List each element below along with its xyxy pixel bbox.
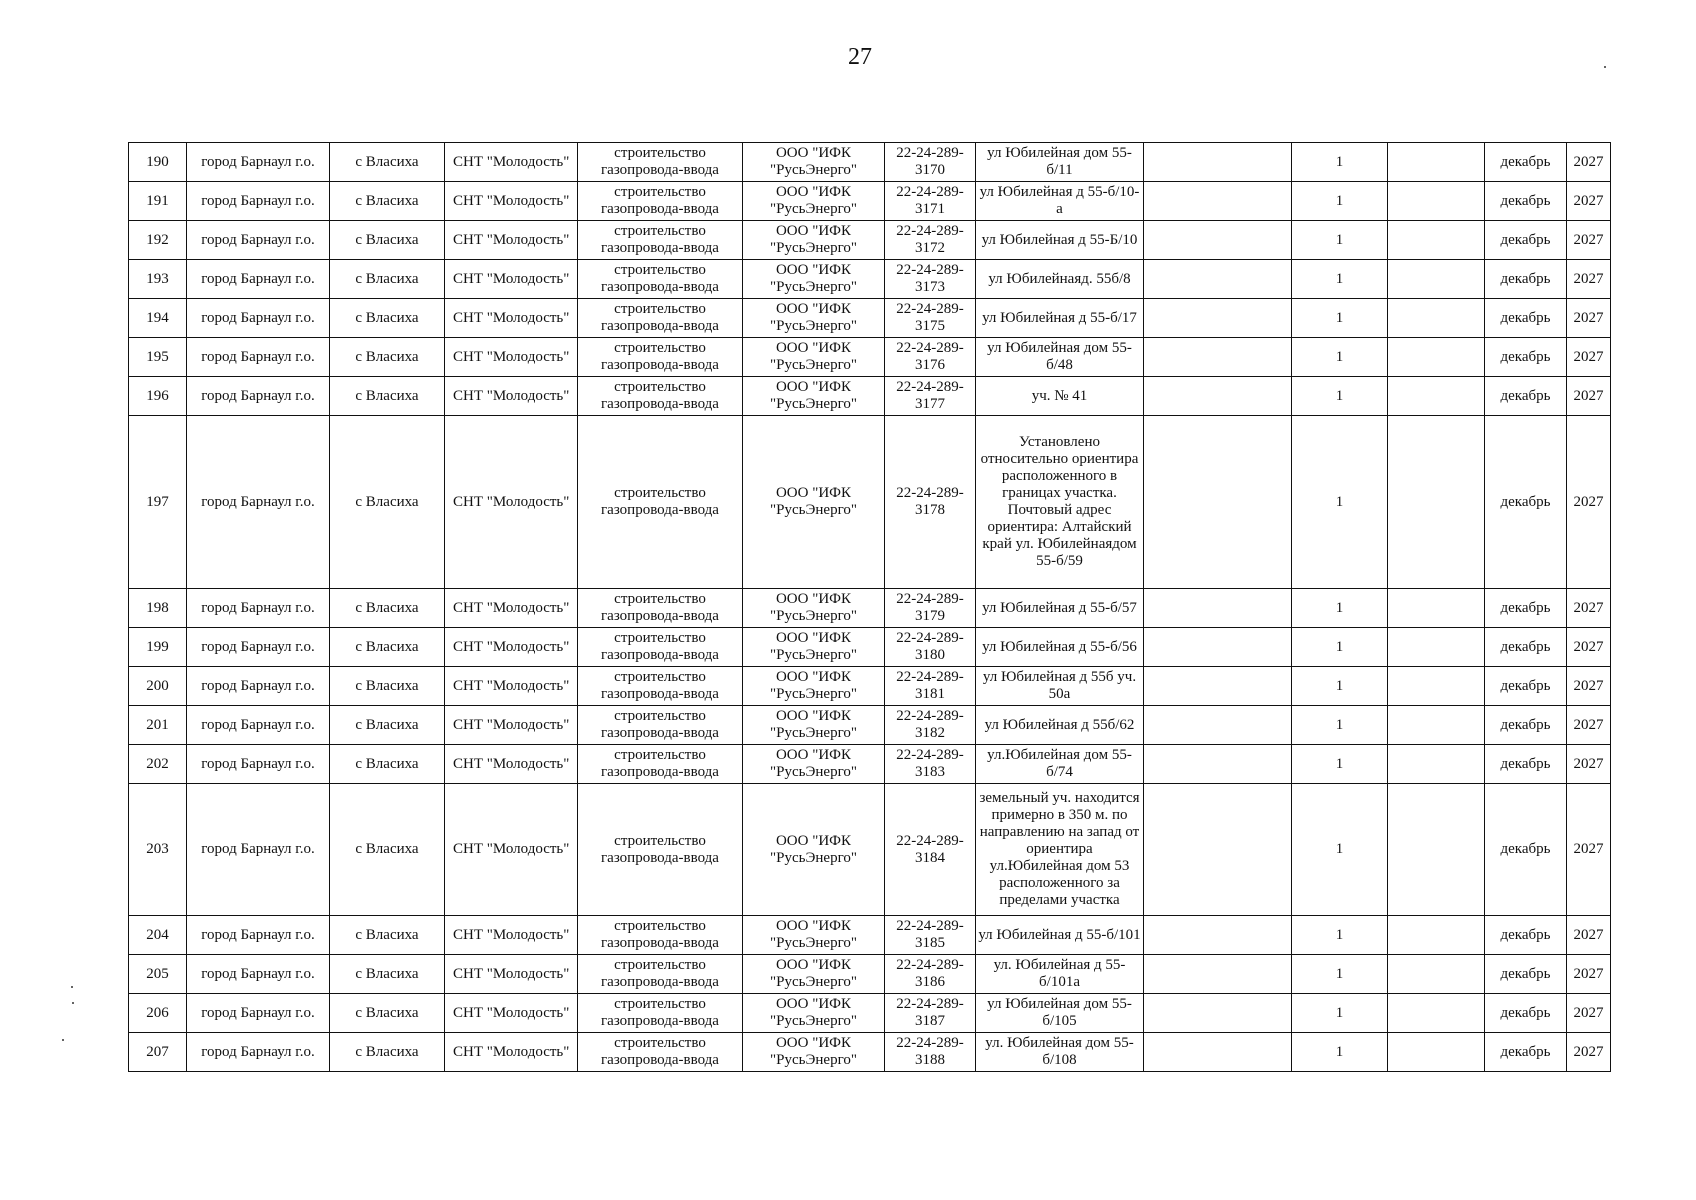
snt-cell: СНТ "Молодость" (445, 706, 578, 745)
locality-cell: город Барнаул г.о. (187, 143, 330, 182)
empty-cell (1388, 916, 1485, 955)
snt-cell: СНТ "Молодость" (445, 955, 578, 994)
work-type-cell: строительство газопровода-ввода (578, 182, 743, 221)
work-type-cell: строительство газопровода-ввода (578, 667, 743, 706)
village-cell: с Власиха (330, 667, 445, 706)
page-number: 27 (848, 44, 872, 70)
count-cell: 1 (1292, 745, 1388, 784)
contract-number-cell: 22-24-289-3171 (885, 182, 976, 221)
month-cell: декабрь (1485, 916, 1567, 955)
work-type-cell: строительство газопровода-ввода (578, 706, 743, 745)
snt-cell: СНТ "Молодость" (445, 628, 578, 667)
organization-cell: ООО "ИФК "РусьЭнерго" (743, 628, 885, 667)
snt-cell: СНТ "Молодость" (445, 745, 578, 784)
year-cell: 2027 (1567, 916, 1611, 955)
snt-cell: СНТ "Молодость" (445, 338, 578, 377)
month-cell: декабрь (1485, 416, 1567, 589)
empty-cell (1144, 416, 1292, 589)
organization-cell: ООО "ИФК "РусьЭнерго" (743, 589, 885, 628)
count-cell: 1 (1292, 667, 1388, 706)
snt-cell: СНТ "Молодость" (445, 916, 578, 955)
contract-number-cell: 22-24-289-3179 (885, 589, 976, 628)
organization-cell: ООО "ИФК "РусьЭнерго" (743, 260, 885, 299)
month-cell: декабрь (1485, 706, 1567, 745)
organization-cell: ООО "ИФК "РусьЭнерго" (743, 784, 885, 916)
empty-cell (1144, 589, 1292, 628)
empty-cell (1144, 916, 1292, 955)
table-row (129, 916, 1611, 955)
empty-cell (1388, 628, 1485, 667)
table-body (129, 143, 1611, 1072)
count-cell: 1 (1292, 182, 1388, 221)
snt-cell: СНТ "Молодость" (445, 1033, 578, 1072)
empty-cell (1144, 1033, 1292, 1072)
work-type-cell: строительство газопровода-ввода (578, 221, 743, 260)
contract-number-cell: 22-24-289-3176 (885, 338, 976, 377)
organization-cell: ООО "ИФК "РусьЭнерго" (743, 706, 885, 745)
year-cell: 2027 (1567, 745, 1611, 784)
village-cell: с Власиха (330, 589, 445, 628)
row-number-cell: 204 (129, 916, 187, 955)
village-cell: с Власиха (330, 416, 445, 589)
contract-number-cell: 22-24-289-3170 (885, 143, 976, 182)
count-cell: 1 (1292, 784, 1388, 916)
locality-cell: город Барнаул г.о. (187, 706, 330, 745)
count-cell: 1 (1292, 299, 1388, 338)
organization-cell: ООО "ИФК "РусьЭнерго" (743, 994, 885, 1033)
snt-cell: СНТ "Молодость" (445, 143, 578, 182)
contract-number-cell: 22-24-289-3178 (885, 416, 976, 589)
empty-cell (1388, 589, 1485, 628)
locality-cell: город Барнаул г.о. (187, 916, 330, 955)
work-type-cell: строительство газопровода-ввода (578, 784, 743, 916)
row-number-cell: 201 (129, 706, 187, 745)
locality-cell: город Барнаул г.о. (187, 589, 330, 628)
empty-cell (1388, 667, 1485, 706)
snt-cell: СНТ "Молодость" (445, 589, 578, 628)
contract-number-cell: 22-24-289-3173 (885, 260, 976, 299)
village-cell: с Власиха (330, 377, 445, 416)
village-cell: с Власиха (330, 221, 445, 260)
address-cell: ул Юбилейная д 55б уч. 50а (976, 667, 1144, 706)
work-type-cell: строительство газопровода-ввода (578, 589, 743, 628)
count-cell: 1 (1292, 628, 1388, 667)
snt-cell: СНТ "Молодость" (445, 221, 578, 260)
village-cell: с Власиха (330, 299, 445, 338)
empty-cell (1144, 299, 1292, 338)
year-cell: 2027 (1567, 299, 1611, 338)
empty-cell (1388, 955, 1485, 994)
organization-cell: ООО "ИФК "РусьЭнерго" (743, 745, 885, 784)
organization-cell: ООО "ИФК "РусьЭнерго" (743, 182, 885, 221)
month-cell: декабрь (1485, 589, 1567, 628)
row-number-cell: 203 (129, 784, 187, 916)
count-cell: 1 (1292, 416, 1388, 589)
work-type-cell: строительство газопровода-ввода (578, 260, 743, 299)
count-cell: 1 (1292, 955, 1388, 994)
table-row (129, 416, 1611, 589)
village-cell: с Власиха (330, 628, 445, 667)
organization-cell: ООО "ИФК "РусьЭнерго" (743, 338, 885, 377)
month-cell: декабрь (1485, 338, 1567, 377)
contract-number-cell: 22-24-289-3172 (885, 221, 976, 260)
address-cell: ул Юбилейная д 55-б/101 (976, 916, 1144, 955)
row-number-cell: 192 (129, 221, 187, 260)
year-cell: 2027 (1567, 589, 1611, 628)
work-type-cell: строительство газопровода-ввода (578, 1033, 743, 1072)
empty-cell (1388, 416, 1485, 589)
address-cell: уч. № 41 (976, 377, 1144, 416)
village-cell: с Власиха (330, 916, 445, 955)
contract-number-cell: 22-24-289-3177 (885, 377, 976, 416)
month-cell: декабрь (1485, 260, 1567, 299)
locality-cell: город Барнаул г.о. (187, 1033, 330, 1072)
empty-cell (1144, 955, 1292, 994)
count-cell: 1 (1292, 1033, 1388, 1072)
organization-cell: ООО "ИФК "РусьЭнерго" (743, 916, 885, 955)
address-cell: ул Юбилейная д 55-б/17 (976, 299, 1144, 338)
work-type-cell: строительство газопровода-ввода (578, 745, 743, 784)
locality-cell: город Барнаул г.о. (187, 416, 330, 589)
empty-cell (1388, 706, 1485, 745)
work-type-cell: строительство газопровода-ввода (578, 377, 743, 416)
contract-number-cell: 22-24-289-3187 (885, 994, 976, 1033)
count-cell: 1 (1292, 143, 1388, 182)
work-type-cell: строительство газопровода-ввода (578, 338, 743, 377)
locality-cell: город Барнаул г.о. (187, 221, 330, 260)
village-cell: с Власиха (330, 260, 445, 299)
year-cell: 2027 (1567, 338, 1611, 377)
empty-cell (1144, 745, 1292, 784)
month-cell: декабрь (1485, 994, 1567, 1033)
row-number-cell: 195 (129, 338, 187, 377)
contract-number-cell: 22-24-289-3183 (885, 745, 976, 784)
count-cell: 1 (1292, 338, 1388, 377)
empty-cell (1144, 221, 1292, 260)
table-row (129, 745, 1611, 784)
snt-cell: СНТ "Молодость" (445, 377, 578, 416)
count-cell: 1 (1292, 221, 1388, 260)
address-cell: ул Юбилейная дом 55-б/105 (976, 994, 1144, 1033)
address-cell: Установлено относительно ориентира расположенного в границах участка. Почтовый адрес ориентира: Алтайский край ул. Юбилейнаядом 55-б/59 (976, 416, 1144, 589)
empty-cell (1388, 143, 1485, 182)
snt-cell: СНТ "Молодость" (445, 416, 578, 589)
year-cell: 2027 (1567, 994, 1611, 1033)
address-cell: ул Юбилейная дом 55-б/11 (976, 143, 1144, 182)
row-number-cell: 200 (129, 667, 187, 706)
table-row (129, 143, 1611, 182)
empty-cell (1144, 667, 1292, 706)
address-cell: ул.Юбилейная дом 55-б/74 (976, 745, 1144, 784)
work-type-cell: строительство газопровода-ввода (578, 916, 743, 955)
contract-number-cell: 22-24-289-3182 (885, 706, 976, 745)
organization-cell: ООО "ИФК "РусьЭнерго" (743, 667, 885, 706)
count-cell: 1 (1292, 260, 1388, 299)
village-cell: с Власиха (330, 1033, 445, 1072)
locality-cell: город Барнаул г.о. (187, 994, 330, 1033)
table-row (129, 338, 1611, 377)
snt-cell: СНТ "Молодость" (445, 784, 578, 916)
month-cell: декабрь (1485, 745, 1567, 784)
village-cell: с Власиха (330, 338, 445, 377)
organization-cell: ООО "ИФК "РусьЭнерго" (743, 377, 885, 416)
table-row (129, 706, 1611, 745)
table-row (129, 260, 1611, 299)
snt-cell: СНТ "Молодость" (445, 299, 578, 338)
empty-cell (1144, 628, 1292, 667)
table-row (129, 589, 1611, 628)
table-row (129, 994, 1611, 1033)
village-cell: с Власиха (330, 143, 445, 182)
contract-number-cell: 22-24-289-3185 (885, 916, 976, 955)
locality-cell: город Барнаул г.о. (187, 628, 330, 667)
year-cell: 2027 (1567, 628, 1611, 667)
locality-cell: город Барнаул г.о. (187, 784, 330, 916)
month-cell: декабрь (1485, 221, 1567, 260)
month-cell: декабрь (1485, 377, 1567, 416)
year-cell: 2027 (1567, 416, 1611, 589)
village-cell: с Власиха (330, 706, 445, 745)
work-type-cell: строительство газопровода-ввода (578, 416, 743, 589)
count-cell: 1 (1292, 994, 1388, 1033)
row-number-cell: 205 (129, 955, 187, 994)
village-cell: с Власиха (330, 182, 445, 221)
empty-cell (1388, 221, 1485, 260)
empty-cell (1144, 143, 1292, 182)
snt-cell: СНТ "Молодость" (445, 182, 578, 221)
table-row (129, 784, 1611, 916)
count-cell: 1 (1292, 706, 1388, 745)
month-cell: декабрь (1485, 1033, 1567, 1072)
address-cell: ул Юбилейная дом 55-б/48 (976, 338, 1144, 377)
work-type-cell: строительство газопровода-ввода (578, 955, 743, 994)
year-cell: 2027 (1567, 260, 1611, 299)
row-number-cell: 193 (129, 260, 187, 299)
address-cell: ул Юбилейная д 55-Б/10 (976, 221, 1144, 260)
locality-cell: город Барнаул г.о. (187, 260, 330, 299)
locality-cell: город Барнаул г.о. (187, 955, 330, 994)
contract-number-cell: 22-24-289-3184 (885, 784, 976, 916)
year-cell: 2027 (1567, 706, 1611, 745)
snt-cell: СНТ "Молодость" (445, 994, 578, 1033)
village-cell: с Власиха (330, 784, 445, 916)
table-row (129, 667, 1611, 706)
scan-speck (62, 1039, 64, 1041)
contract-number-cell: 22-24-289-3175 (885, 299, 976, 338)
snt-cell: СНТ "Молодость" (445, 667, 578, 706)
month-cell: декабрь (1485, 182, 1567, 221)
year-cell: 2027 (1567, 784, 1611, 916)
year-cell: 2027 (1567, 955, 1611, 994)
table-row (129, 1033, 1611, 1072)
organization-cell: ООО "ИФК "РусьЭнерго" (743, 1033, 885, 1072)
scan-speck (71, 986, 73, 988)
count-cell: 1 (1292, 589, 1388, 628)
empty-cell (1388, 338, 1485, 377)
table-row (129, 377, 1611, 416)
month-cell: декабрь (1485, 667, 1567, 706)
organization-cell: ООО "ИФК "РусьЭнерго" (743, 299, 885, 338)
table-row (129, 955, 1611, 994)
empty-cell (1388, 260, 1485, 299)
contract-number-cell: 22-24-289-3188 (885, 1033, 976, 1072)
empty-cell (1144, 182, 1292, 221)
scan-speck (1604, 66, 1606, 68)
year-cell: 2027 (1567, 377, 1611, 416)
year-cell: 2027 (1567, 143, 1611, 182)
empty-cell (1388, 299, 1485, 338)
address-cell: ул Юбилейная д 55-б/10-а (976, 182, 1144, 221)
work-type-cell: строительство газопровода-ввода (578, 143, 743, 182)
row-number-cell: 198 (129, 589, 187, 628)
month-cell: декабрь (1485, 784, 1567, 916)
organization-cell: ООО "ИФК "РусьЭнерго" (743, 955, 885, 994)
year-cell: 2027 (1567, 1033, 1611, 1072)
work-type-cell: строительство газопровода-ввода (578, 299, 743, 338)
empty-cell (1388, 182, 1485, 221)
empty-cell (1388, 745, 1485, 784)
row-number-cell: 207 (129, 1033, 187, 1072)
address-cell: ул Юбилейная д 55б/62 (976, 706, 1144, 745)
locality-cell: город Барнаул г.о. (187, 182, 330, 221)
organization-cell: ООО "ИФК "РусьЭнерго" (743, 143, 885, 182)
empty-cell (1388, 377, 1485, 416)
empty-cell (1388, 784, 1485, 916)
locality-cell: город Барнаул г.о. (187, 299, 330, 338)
locality-cell: город Барнаул г.о. (187, 338, 330, 377)
village-cell: с Власиха (330, 745, 445, 784)
row-number-cell: 202 (129, 745, 187, 784)
empty-cell (1144, 994, 1292, 1033)
empty-cell (1144, 338, 1292, 377)
contract-number-cell: 22-24-289-3181 (885, 667, 976, 706)
year-cell: 2027 (1567, 182, 1611, 221)
address-cell: ул Юбилейная д 55-б/57 (976, 589, 1144, 628)
year-cell: 2027 (1567, 221, 1611, 260)
empty-cell (1144, 784, 1292, 916)
row-number-cell: 190 (129, 143, 187, 182)
empty-cell (1144, 377, 1292, 416)
organization-cell: ООО "ИФК "РусьЭнерго" (743, 416, 885, 589)
year-cell: 2027 (1567, 667, 1611, 706)
month-cell: декабрь (1485, 955, 1567, 994)
empty-cell (1388, 994, 1485, 1033)
table-row (129, 182, 1611, 221)
address-cell: ул Юбилейная д 55-б/56 (976, 628, 1144, 667)
address-cell: ул. Юбилейная дом 55-б/108 (976, 1033, 1144, 1072)
empty-cell (1144, 260, 1292, 299)
month-cell: декабрь (1485, 628, 1567, 667)
locality-cell: город Барнаул г.о. (187, 377, 330, 416)
empty-cell (1144, 706, 1292, 745)
month-cell: декабрь (1485, 143, 1567, 182)
empty-cell (1388, 1033, 1485, 1072)
row-number-cell: 206 (129, 994, 187, 1033)
row-number-cell: 196 (129, 377, 187, 416)
locality-cell: город Барнаул г.о. (187, 667, 330, 706)
row-number-cell: 194 (129, 299, 187, 338)
contract-number-cell: 22-24-289-3180 (885, 628, 976, 667)
contract-number-cell: 22-24-289-3186 (885, 955, 976, 994)
gas-connection-table (128, 142, 1611, 1072)
locality-cell: город Барнаул г.о. (187, 745, 330, 784)
address-cell: ул. Юбилейная д 55-б/101а (976, 955, 1144, 994)
address-cell: земельный уч. находится примерно в 350 м. по направлению на запад от ориентира ул.Юбилейная дом 53 расположенного за пределами участка (976, 784, 1144, 916)
month-cell: декабрь (1485, 299, 1567, 338)
scan-speck (72, 1002, 74, 1004)
work-type-cell: строительство газопровода-ввода (578, 628, 743, 667)
row-number-cell: 197 (129, 416, 187, 589)
table-row (129, 299, 1611, 338)
snt-cell: СНТ "Молодость" (445, 260, 578, 299)
organization-cell: ООО "ИФК "РусьЭнерго" (743, 221, 885, 260)
work-type-cell: строительство газопровода-ввода (578, 994, 743, 1033)
village-cell: с Власиха (330, 994, 445, 1033)
table-row (129, 221, 1611, 260)
village-cell: с Власиха (330, 955, 445, 994)
count-cell: 1 (1292, 377, 1388, 416)
address-cell: ул Юбилейнаяд. 55б/8 (976, 260, 1144, 299)
row-number-cell: 191 (129, 182, 187, 221)
count-cell: 1 (1292, 916, 1388, 955)
row-number-cell: 199 (129, 628, 187, 667)
table-row (129, 628, 1611, 667)
